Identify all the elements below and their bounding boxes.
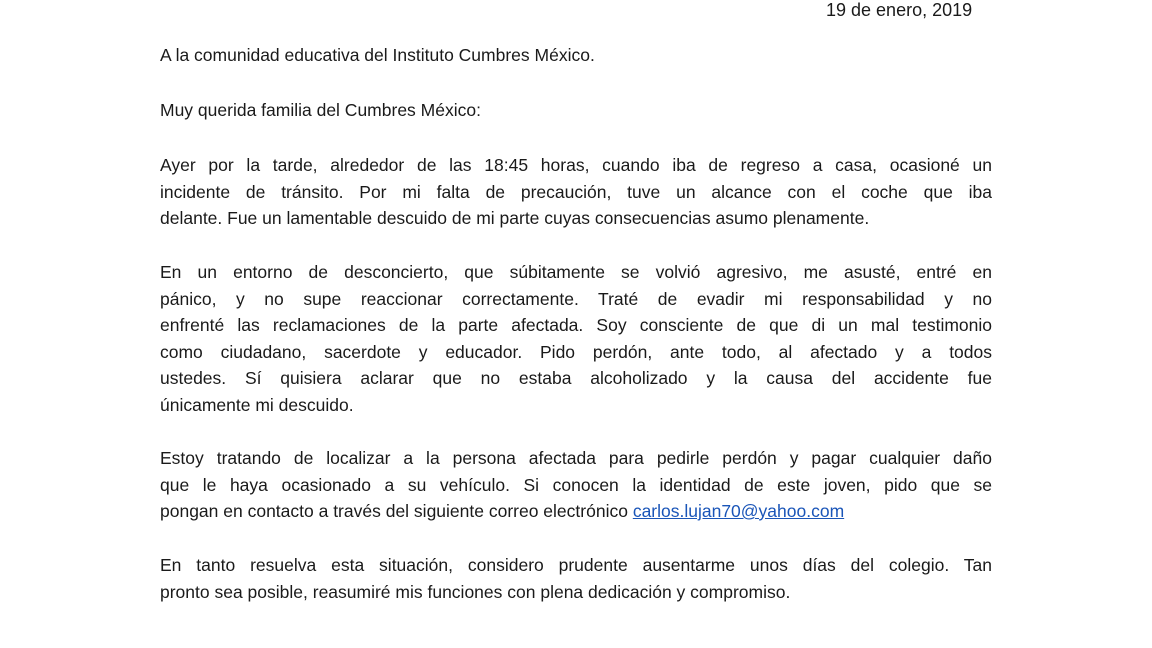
letter-salutation [160,97,992,124]
addressee-line: A la comunidad educativa del Instituto Cumbres México. [160,45,595,65]
text-line [160,498,992,525]
text-line-content: pongan en contacto a través del siguiente correo electrónico [160,501,628,521]
letter-date: 19 de enero, 2019 [826,0,973,20]
text-line: En un entorno de desconcierto, que súbitamente se volvió agresivo, me asusté, entré en [160,262,992,282]
text-line: que le haya ocasionado a su vehículo. Si conocen la identidad de este joven, pido que se [160,474,992,495]
text-line: Ayer por la tarde, alrededor de las 18:45 horas, cuando iba de regreso a casa, ocasioné un [160,155,992,175]
text-line: incidente de tránsito. Por mi falta de precaución, tuve un alcance con el coche que iba [160,181,992,202]
paragraph-apology [160,259,992,418]
text-line: En tanto resuelva esta situación, considero prudente ausentarme unos días del colegio. Tan [160,555,992,575]
paragraph-incident [160,152,992,232]
paragraph-absence [160,552,992,605]
salutation-line: Muy querida familia del Cumbres México: [160,100,481,120]
text-line: ustedes. Sí quisiera aclarar que no estaba alcoholizado y la causa del accidente fue [160,368,992,388]
text-line: pronto sea posible, reasumiré mis funciones con plena dedicación y compromiso. [160,581,791,602]
text-line: enfrenté las reclamaciones de la parte afectada. Soy consciente de que di un mal testimonio [160,315,992,335]
text-line: delante. Fue un lamentable descuido de mi parte cuyas consecuencias asumo plenamente. [160,208,870,228]
text-line: pánico, y no supe reaccionar correctamente. Traté de evadir mi responsabilidad y no [160,288,992,309]
text-line: únicamente mi descuido. [160,394,354,415]
email-link[interactable]: carlos.lujan70@yahoo.com [632,501,845,521]
paragraph-contact [160,445,992,525]
text-line: como ciudadano, sacerdote y educador. Pido perdón, ante todo, al afectado y a todos [160,341,992,362]
letter-addressee [160,42,992,69]
text-line: Estoy tratando de localizar a la persona afectada para pedirle perdón y pagar cualquier daño [160,448,992,468]
